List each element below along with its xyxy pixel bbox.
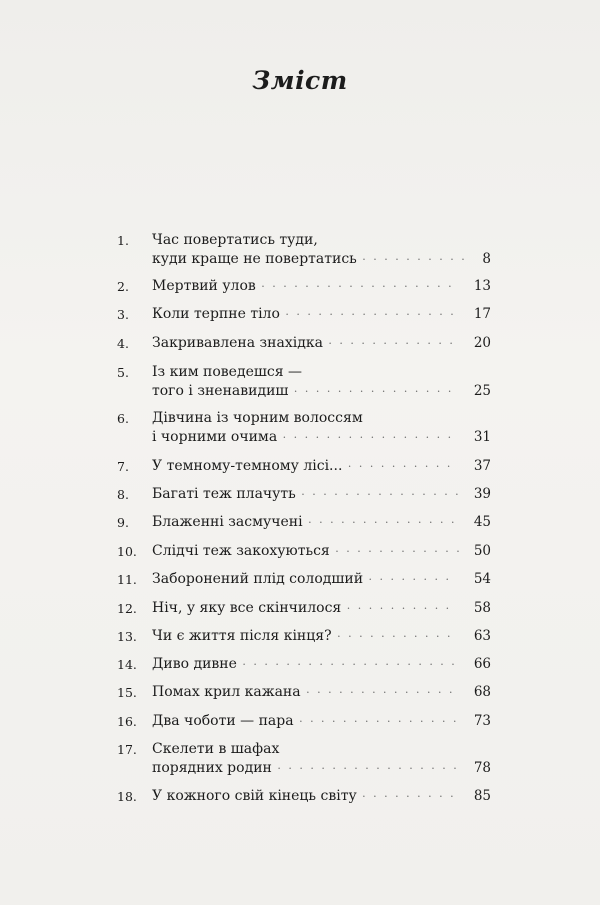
chapter-title-line xyxy=(152,684,455,700)
page-number: 37 xyxy=(473,458,491,474)
chapter-title-text: Два чоботи — пара xyxy=(152,713,294,729)
chapter-title-line xyxy=(152,429,453,445)
page-number: 17 xyxy=(473,306,491,322)
dot-leader: · · · · · · · · · · · · · · · · xyxy=(277,431,454,444)
dot-leader: · · · · · · · · xyxy=(363,573,451,586)
dot-leader: · · · · · · · · · · xyxy=(356,253,467,266)
chapter-number: 11. xyxy=(117,572,137,587)
dot-leader: · · · · · · · · · · · · · · · xyxy=(293,715,459,728)
dot-leader: · · · · · · · · · · · · · · · · · · xyxy=(255,280,454,293)
chapter-title-text: Заборонений плід солодший xyxy=(152,571,364,587)
chapter-title-text: Ніч, у яку все скінчилося xyxy=(152,600,342,616)
chapter-number: 18. xyxy=(117,789,137,804)
page-number: 73 xyxy=(473,713,491,729)
chapter-title-text: Чи є життя після кінця? xyxy=(152,628,332,644)
dot-leader: · · · · · · · · · · · · · · · xyxy=(295,488,461,501)
chapter-title-text: Коли терпне тіло xyxy=(152,306,280,322)
chapter-number: 3. xyxy=(117,307,129,322)
chapter-number: 13. xyxy=(117,629,137,644)
page-number: 54 xyxy=(473,571,491,587)
dot-leader: · · · · · · · · · · · · · · · · · xyxy=(271,762,459,775)
chapter-title-text: порядних родин xyxy=(152,760,272,776)
dot-leader: · · · · · · · · · · · · xyxy=(329,545,462,558)
dot-leader: · · · · · · · · · · · · · · · xyxy=(288,385,454,398)
dot-leader: · · · · · · · · · · xyxy=(341,602,452,615)
chapter-number: 5. xyxy=(117,365,129,380)
page-number: 58 xyxy=(473,600,491,616)
page-number: 63 xyxy=(473,628,491,644)
chapter-number: 2. xyxy=(117,279,129,294)
page-title: Зміст xyxy=(252,66,348,95)
page-number: 8 xyxy=(482,251,491,267)
chapter-title-line xyxy=(152,410,363,426)
chapter-title-line xyxy=(152,458,452,474)
page-number: 39 xyxy=(473,486,491,502)
chapter-title-line xyxy=(152,571,451,587)
dot-leader: · · · · · · · · · · · · · · · · · · · · xyxy=(236,658,457,671)
chapter-title-text: Диво дивне xyxy=(152,656,237,672)
chapter-title-text: Блаженні засмучені xyxy=(152,514,303,530)
dot-leader: · · · · · · · · · · · · · · xyxy=(302,516,457,529)
chapter-number: 10. xyxy=(117,544,137,559)
chapter-number: 4. xyxy=(117,336,129,351)
chapter-number: 15. xyxy=(117,685,137,700)
chapter-number: 17. xyxy=(117,742,137,757)
page-number: 20 xyxy=(473,335,491,351)
page-number: 85 xyxy=(473,788,491,804)
chapter-title-text: Із ким поведешся — xyxy=(152,364,303,380)
chapter-number: 6. xyxy=(117,411,129,426)
chapter-title-text: куди краще не повертатись xyxy=(152,251,357,267)
chapter-title-text: Мертвий улов xyxy=(152,278,256,294)
page-number: 78 xyxy=(473,760,491,776)
dot-leader: · · · · · · · · · · · · · · xyxy=(300,686,455,699)
chapter-title-text: того і зненавидиш xyxy=(152,383,289,399)
chapter-title-text: Багаті теж плачуть xyxy=(152,486,296,502)
chapter-number: 16. xyxy=(117,714,137,729)
dot-leader: · · · · · · · · · · · xyxy=(331,630,453,643)
chapter-title-text: Дівчина із чорним волоссям xyxy=(152,410,363,426)
chapter-title-line xyxy=(152,713,458,729)
page-number: 66 xyxy=(473,656,491,672)
dot-leader: · · · · · · · · · · · · xyxy=(322,337,455,350)
chapter-number: 14. xyxy=(117,657,137,672)
chapter-title-line xyxy=(152,514,457,530)
chapter-number: 7. xyxy=(117,459,129,474)
chapter-title-line xyxy=(152,656,457,672)
page-number: 13 xyxy=(473,278,491,294)
chapter-title-line xyxy=(152,486,461,502)
chapter-title-line xyxy=(152,364,302,380)
chapter-number: 12. xyxy=(117,601,137,616)
chapter-number: 9. xyxy=(117,515,129,530)
chapter-title-text: Час повертатись туди, xyxy=(152,232,318,248)
chapter-title-text: Скелети в шафах xyxy=(152,741,280,757)
chapter-title-line xyxy=(152,383,453,399)
page-number: 31 xyxy=(473,429,491,445)
dot-leader: · · · · · · · · · xyxy=(356,790,456,803)
chapter-number: 8. xyxy=(117,487,129,502)
chapter-title-text: У кожного свій кінець світу xyxy=(152,788,357,804)
chapter-title-text: Слідчі теж закохуються xyxy=(152,543,330,559)
chapter-title-text: і чорними очима xyxy=(152,429,278,445)
page-number: 68 xyxy=(473,684,491,700)
chapter-title-line xyxy=(152,741,279,757)
chapter-title-text: У темному-темному лісі... xyxy=(152,458,343,474)
chapter-title-line xyxy=(152,760,459,776)
chapter-title-text: Закривавлена знахідка xyxy=(152,335,323,351)
dot-leader: · · · · · · · · · · xyxy=(342,460,453,473)
page-number: 25 xyxy=(473,383,491,399)
chapter-title-line xyxy=(152,335,455,351)
chapter-title-line xyxy=(152,306,456,322)
chapter-title-line xyxy=(152,251,467,267)
chapter-title-line xyxy=(152,278,454,294)
page-number: 45 xyxy=(473,514,491,530)
chapter-title-line xyxy=(152,788,456,804)
page-number: 50 xyxy=(473,543,491,559)
chapter-title-line xyxy=(152,628,453,644)
chapter-title-line xyxy=(152,543,462,559)
chapter-number: 1. xyxy=(117,233,129,248)
chapter-title-text: Помах крил кажана xyxy=(152,684,301,700)
chapter-title-line xyxy=(152,600,451,616)
chapter-title-line xyxy=(152,232,318,248)
dot-leader: · · · · · · · · · · · · · · · · xyxy=(279,308,456,321)
